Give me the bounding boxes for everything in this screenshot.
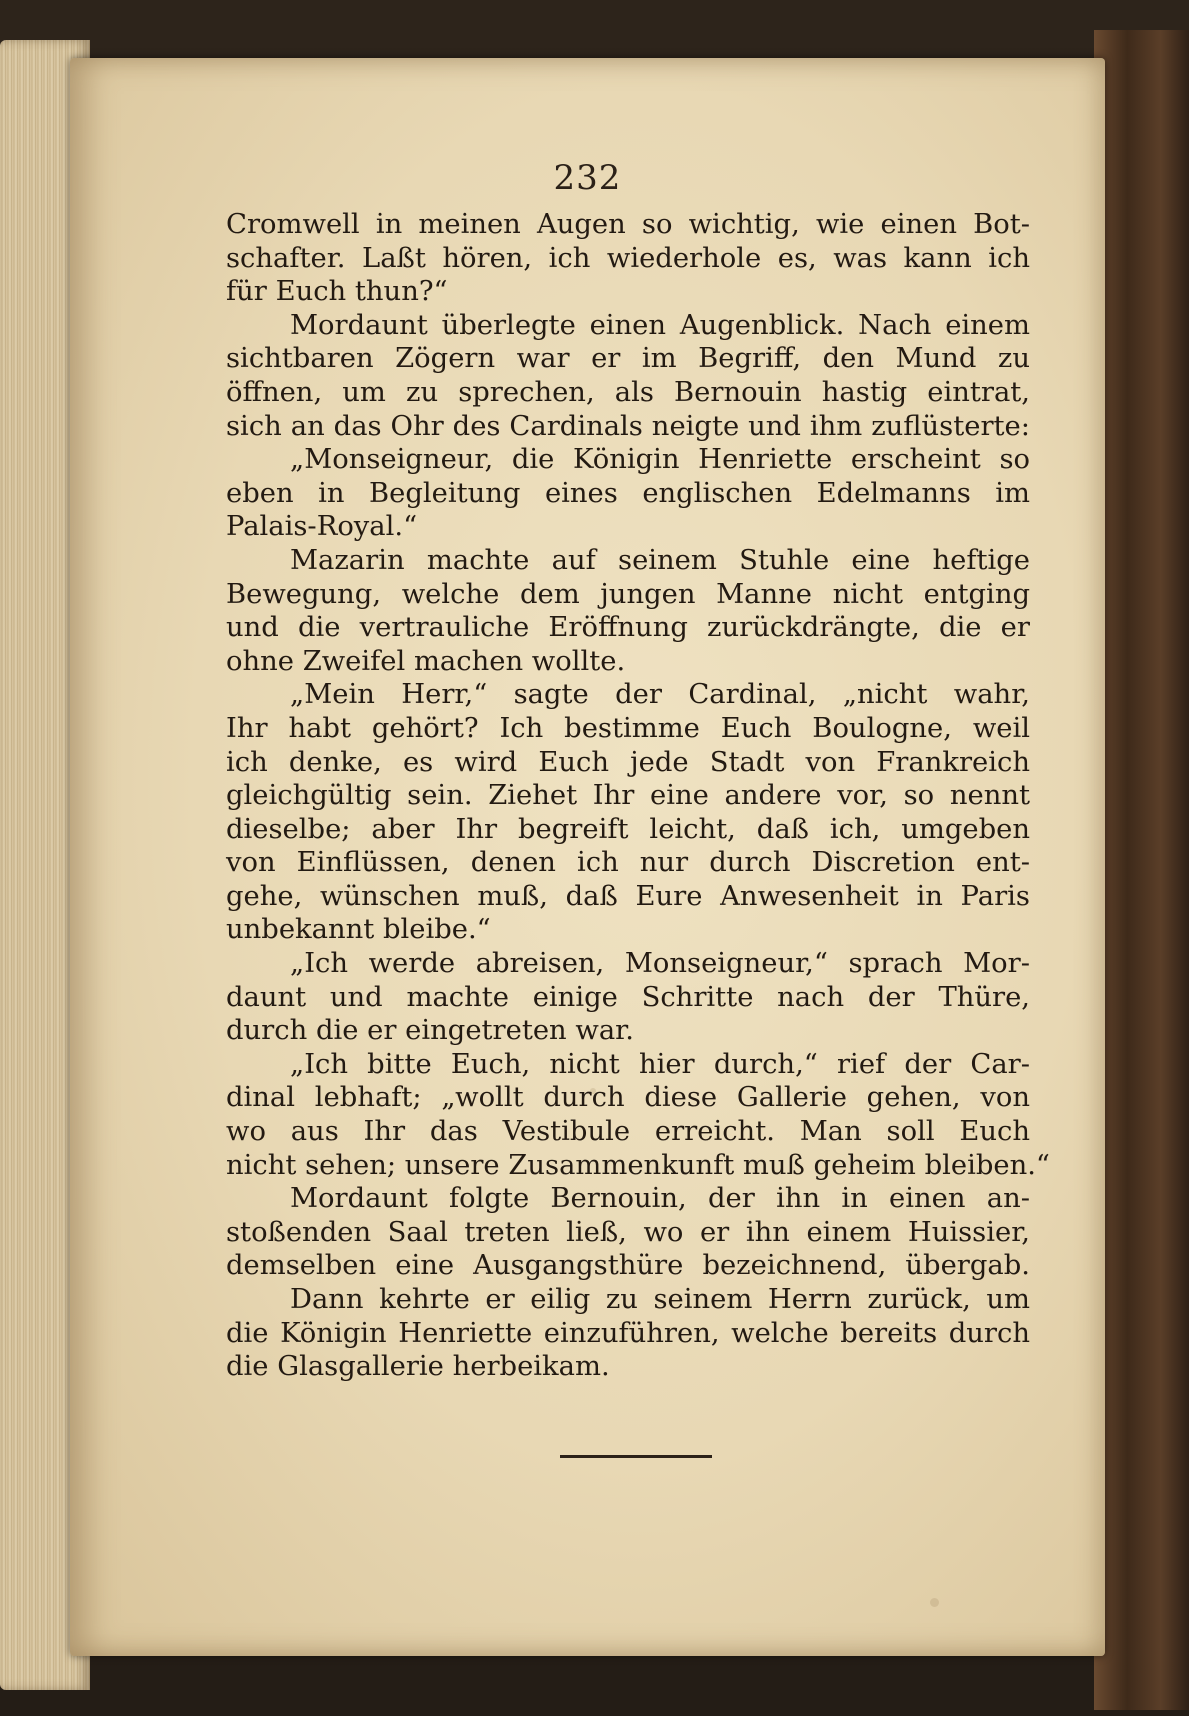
- text-line: gehe, wünschen muß, daß Eure Anwesenheit in Paris: [226, 880, 1030, 912]
- text-line: daunt und machte einige Schritte nach der Thüre,: [226, 981, 1030, 1013]
- text-line: wo aus Ihr das Vestibule erreicht. Man soll Euch: [226, 1116, 1030, 1148]
- text-line: stoßenden Saal treten ließ, wo er ihn einem Huissier,: [226, 1216, 1030, 1248]
- text-line: Ihr habt gehört? Ich bestimme Euch Boulogne, weil: [226, 712, 1030, 744]
- text-line: „Ich bitte Euch, nicht hier durch,“ rief der Car-: [290, 1048, 1030, 1080]
- text-line: die Glasgallerie herbeikam.: [226, 1351, 610, 1383]
- text-line: sichtbaren Zögern war er im Begriff, den Mund zu: [226, 343, 1030, 375]
- text-line: Mazarin machte auf seinem Stuhle eine heftige: [290, 544, 1030, 576]
- text-line: öffnen, um zu sprechen, als Bernouin hastig eintrat,: [226, 376, 1030, 408]
- text-line: Mordaunt folgte Bernouin, der ihn in einen an-: [290, 1183, 1030, 1215]
- text-line: eben in Begleitung eines englischen Edelmanns im: [226, 477, 1030, 509]
- book-binding: [1094, 30, 1189, 1710]
- section-end-rule: [560, 1455, 712, 1458]
- page-number: 232: [553, 158, 622, 198]
- text-line: „Ich werde abreisen, Monseigneur,“ sprach Mor-: [290, 948, 1030, 980]
- text-line: ich denke, es wird Euch jede Stadt von Frankreich: [226, 746, 1030, 778]
- text-line: demselben eine Ausgangsthüre bezeichnend, übergab.: [226, 1250, 1030, 1282]
- text-line: dieselbe; aber Ihr begreift leicht, daß ich, umgeben: [226, 813, 1030, 845]
- book-page: [70, 58, 1105, 1656]
- text-line: sich an das Ohr des Cardinals neigte und ihm zuflüsterte:: [226, 410, 1030, 442]
- text-line: durch die er eingetreten war.: [226, 1015, 634, 1047]
- text-line: und die vertrauliche Eröffnung zurückdrängte, die er: [226, 612, 1030, 644]
- text-line: „Monseigneur, die Königin Henriette erscheint so: [290, 444, 1030, 476]
- paper-spot: [930, 1598, 939, 1607]
- text-line: ohne Zweifel machen wollte.: [226, 645, 626, 677]
- text-line: „Mein Herr,“ sagte der Cardinal, „nicht wahr,: [290, 679, 1030, 711]
- body-text: [226, 208, 1050, 1384]
- text-line: von Einflüssen, denen ich nur durch Discretion ent-: [226, 847, 1030, 879]
- text-line: unbekannt bleibe.“: [226, 914, 491, 946]
- text-line: für Euch thun?“: [226, 276, 448, 308]
- text-line: Mordaunt überlegte einen Augenblick. Nach einem: [290, 309, 1030, 341]
- text-line: Dann kehrte er eilig zu seinem Herrn zurück, um: [290, 1284, 1030, 1315]
- text-line: schafter. Laßt hören, ich wiederhole es, was kann ich: [226, 242, 1030, 274]
- text-line: gleichgültig sein. Ziehet Ihr eine andere vor, so nennt: [226, 780, 1030, 812]
- text-line: dinal lebhaft; „wollt durch diese Gallerie gehen, von: [226, 1082, 1030, 1114]
- text-line: Cromwell in meinen Augen so wichtig, wie einen Bot-: [226, 209, 1030, 240]
- text-line: Palais-Royal.“: [226, 511, 418, 543]
- text-line: nicht sehen; unsere Zusammenkunft muß geheim bleiben.“: [226, 1149, 1050, 1181]
- text-line: die Königin Henriette einzuführen, welche bereits durch: [226, 1317, 1030, 1349]
- text-line: Bewegung, welche dem jungen Manne nicht entging: [226, 578, 1030, 610]
